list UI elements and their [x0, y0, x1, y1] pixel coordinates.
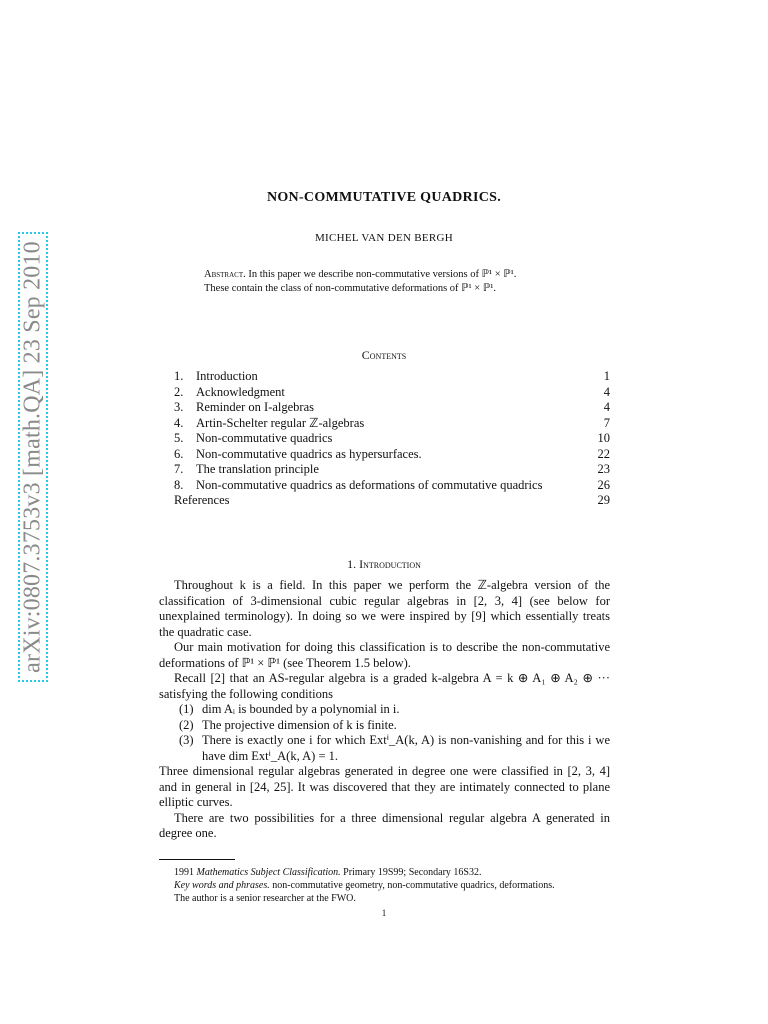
toc-item-number: 2. — [174, 384, 184, 399]
toc-item-title: The translation principle — [196, 462, 319, 476]
list-item-number: (3) — [179, 733, 194, 747]
toc-item-page: 7 — [603, 415, 610, 430]
list-item-number: (1) — [179, 702, 194, 716]
toc-item-title: Non-commutative quadrics — [196, 431, 333, 445]
abstract-label: Abstract. — [204, 269, 246, 280]
toc-item[interactable] — [174, 447, 610, 463]
toc-item-number: 1. — [174, 369, 184, 383]
table-of-contents — [174, 369, 610, 509]
paper-author: MICHEL VAN DEN BERGH — [314, 232, 454, 244]
abstract-text-1: In this paper we describe non-commutative versions of ℙ¹ × ℙ¹. — [248, 269, 517, 280]
list-item — [159, 733, 610, 764]
arxiv-identifier: arXiv:0807.3753v3 [math.QA] 23 Sep 2010 — [19, 241, 46, 673]
footnote-keywords — [174, 879, 614, 892]
toc-item-title: Non-commutative quadrics as deformations of commutative quadrics — [196, 477, 543, 492]
footnote-divider — [159, 859, 235, 860]
toc-item-page: 22 — [597, 446, 610, 461]
footnotes — [174, 866, 614, 905]
section-number: 1. — [347, 557, 357, 571]
list-item-number: (2) — [179, 717, 194, 732]
page-number: 1 — [381, 908, 387, 918]
list-item-text: The projective dimension of k is finite. — [202, 717, 397, 732]
arxiv-stamp[interactable] — [18, 232, 48, 682]
toc-item-number: 5. — [174, 431, 184, 445]
msc-text: Primary 19S99; Secondary 16S32. — [343, 867, 482, 878]
toc-references-page: 29 — [597, 493, 610, 507]
toc-item-page: 1 — [603, 369, 610, 383]
toc-item[interactable] — [174, 462, 610, 478]
section-body — [159, 578, 610, 842]
toc-item-number: 4. — [174, 415, 184, 430]
toc-item-title: Reminder on I-algebras — [196, 400, 315, 414]
list-item-text: There is exactly one i for which Extⁱ_A(k, A) is non-vanishing and for this i we have dim Extⁱ_A(k, A) = 1. — [202, 733, 610, 763]
msc-year: 1991 — [174, 867, 194, 878]
toc-item-title: Artin-Schelter regular ℤ-algebras — [196, 415, 365, 430]
paragraph: Throughout k is a field. In this paper we perform the ℤ-algebra version of the classification of 3-dimensional cubic regular algebras in [2, 3, 4] (see below for unexplained terminology). In doing so we were inspired by [9] which essentially treats the quadratic case. — [159, 578, 610, 639]
toc-item-page: 26 — [597, 477, 610, 492]
section-title: Introduction — [359, 557, 421, 571]
msc-label: Mathematics Subject Classification. — [196, 867, 341, 878]
toc-item-number: 7. — [174, 462, 184, 476]
paper-title: NON-COMMUTATIVE QUADRICS. — [266, 190, 502, 205]
toc-item[interactable] — [174, 416, 610, 432]
toc-item[interactable] — [174, 400, 610, 416]
footnote-msc — [174, 866, 614, 879]
paragraph: Recall [2] that an AS-regular algebra is a graded k-algebra A = k ⊕ A₁ ⊕ A₂ ⊕ ··· satisfying the following conditions — [159, 671, 610, 701]
section-heading — [0, 557, 768, 572]
toc-item-title: Acknowledgment — [196, 384, 285, 399]
list-item — [159, 702, 610, 718]
abstract-line-1 — [204, 268, 594, 282]
toc-item-page: 23 — [597, 462, 610, 476]
list-item — [159, 718, 610, 734]
keywords-text: non-commutative geometry, non-commutative quadrics, deformations. — [272, 880, 555, 891]
toc-item-page: 4 — [603, 400, 610, 414]
footnote-author: The author is a senior researcher at the FWO. — [174, 893, 356, 904]
toc-item[interactable] — [174, 369, 610, 385]
toc-item-title: Non-commutative quadrics as hypersurfaces. — [196, 446, 422, 461]
contents-heading: Contents — [361, 348, 407, 362]
toc-item[interactable] — [174, 478, 610, 494]
toc-item-page: 10 — [597, 431, 610, 445]
toc-item-title: Introduction — [196, 369, 258, 383]
abstract — [204, 268, 594, 296]
toc-item-number: 6. — [174, 446, 184, 461]
list-item-text: dim Aᵢ is bounded by a polynomial in i. — [202, 702, 400, 716]
abstract-line-2: These contain the class of non-commutative deformations of ℙ¹ × ℙ¹. — [204, 283, 496, 294]
toc-item[interactable] — [174, 431, 610, 447]
conditions-list — [159, 702, 610, 764]
paragraph: Our main motivation for doing this classification is to describe the non-commutative deformations of ℙ¹ × ℙ¹ (see Theorem 1.5 below). — [159, 640, 610, 670]
keywords-label: Key words and phrases. — [174, 880, 270, 891]
toc-item-number: 8. — [174, 477, 184, 492]
toc-item-page: 4 — [603, 384, 610, 399]
toc-references-label: References — [174, 493, 230, 507]
paragraph: Three dimensional regular algebras generated in degree one were classified in [2, 3, 4] and in general in [24, 25]. It was discovered that they are intimately connected to plane elliptic curves. — [159, 764, 610, 809]
toc-references[interactable] — [174, 493, 610, 509]
toc-item-number: 3. — [174, 400, 184, 414]
paragraph: There are two possibilities for a three dimensional regular algebra A generated in degree one. — [159, 810, 610, 840]
toc-item[interactable] — [174, 385, 610, 401]
